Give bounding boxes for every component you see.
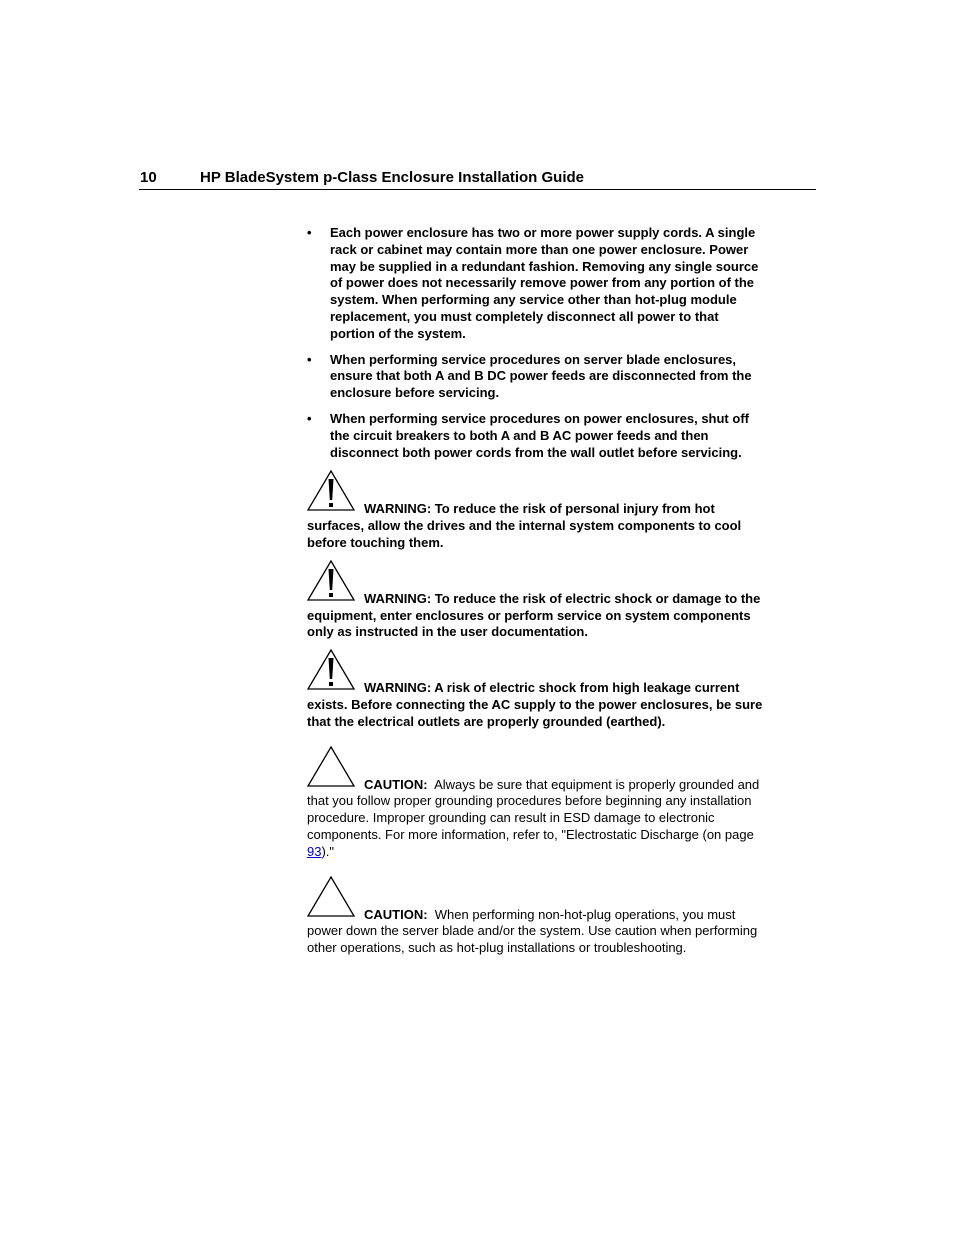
warning-text: WARNING: To reduce the risk of personal injury from hot surfaces, allow the drives and the internal system components to cool before touching them. — [307, 501, 742, 550]
caution-text-end: )." — [321, 843, 335, 859]
warning-text: WARNING: A risk of electric shock from high leakage current exists. Before connecting the AC supply to the power enclosures, be sure that the electrical outlets are properly grounded (earthed). — [307, 680, 763, 729]
bullet-marker: • — [307, 225, 312, 240]
list-item — [307, 225, 767, 343]
list-item — [307, 411, 767, 461]
caution-text: Always be sure that equipment is properly grounded and that you follow proper grounding procedures before beginning any installation procedure. Improper grounding can result in ESD damage to electronic components. For more information, refer to, "Electrostatic Discharge (on page — [307, 776, 760, 842]
caution-notice — [307, 876, 767, 957]
caution-triangle-icon — [307, 876, 355, 918]
bullet-marker: • — [307, 351, 312, 367]
page-reference-link[interactable]: 93 — [307, 843, 322, 859]
warning-notice — [307, 470, 767, 551]
caution-text: When performing non-hot-plug operations, you must power down the server blade and/or the system. Use caution when performing other operations, such as hot-plug installations or troubleshooting. — [307, 906, 758, 956]
page-header — [139, 168, 816, 190]
warning-text: WARNING: To reduce the risk of electric shock or damage to the equipment, enter enclosures or perform service on system components only as instructed in the user documentation. — [307, 590, 761, 640]
document-title: HP BladeSystem p-Class Enclosure Installation Guide — [200, 169, 585, 186]
bullet-text: When performing service procedures on server blade enclosures, ensure that both A and B DC power feeds are disconnected from the enclosure before servicing. — [330, 351, 752, 401]
bullet-text: When performing service procedures on power enclosures, shut off the circuit breakers to both A and B AC power feeds and then disconnect both power cords from the wall outlet before servicing. — [330, 410, 749, 460]
page-number: 10 — [140, 169, 157, 186]
caution-label: CAUTION: — [364, 906, 428, 922]
warning-notice — [307, 649, 767, 730]
caution-label: CAUTION: — [364, 776, 428, 792]
caution-notice — [307, 746, 767, 861]
warning-triangle-icon — [307, 470, 355, 512]
bullet-text: Each power enclosure has two or more power supply cords. A single rack or cabinet may contain more than one power enclosure. Power may be supplied in a redundant fashion. Removing any single source of power does not necessarily remove power from any portion of the system. When performing any service other than hot-plug module replacement, you must completely disconnect all power to that portion of the system. — [330, 225, 759, 341]
warning-triangle-icon — [307, 560, 355, 602]
bullet-marker: • — [307, 410, 312, 426]
page-content — [307, 225, 767, 957]
caution-triangle-icon — [307, 746, 355, 788]
safety-bullet-list — [307, 225, 767, 461]
warning-notice — [307, 560, 767, 641]
warning-triangle-icon — [307, 649, 355, 691]
list-item — [307, 352, 767, 402]
